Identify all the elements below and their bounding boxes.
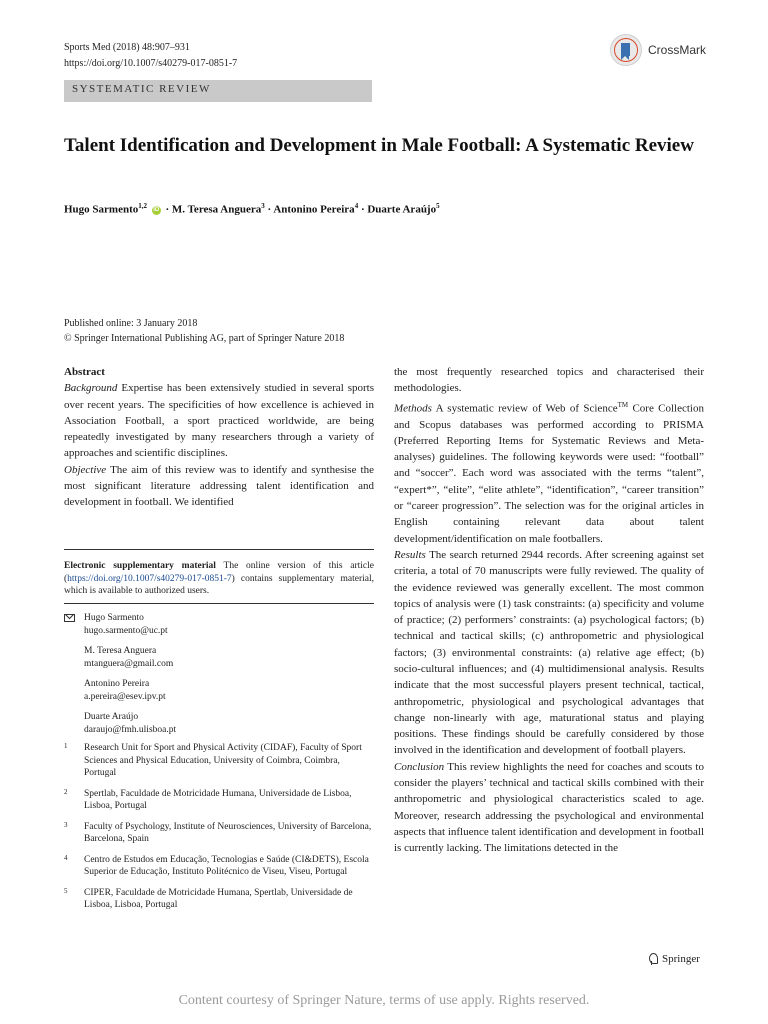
contacts-divider [64, 603, 374, 604]
affiliation-number: 4 [64, 853, 68, 862]
abstract-left-column [64, 364, 374, 511]
contact-name: Antonino Pereira [84, 679, 150, 689]
results-label: Results [394, 548, 426, 561]
affiliation-number: 2 [64, 787, 68, 796]
affiliation-number: 1 [64, 742, 68, 750]
affiliation-text: Centro de Estudos em Educação, Tecnologias e Saúde (CI&DETS), Escola Superior de Educação, Instituto Politécnico de Viseu, Viseu, Portugal [84, 854, 369, 877]
trademark-sup: TM [617, 400, 629, 409]
publisher-logo [648, 953, 700, 965]
publication-info [64, 316, 344, 346]
author-separator: · [358, 203, 368, 216]
objective-label: Objective [64, 463, 107, 476]
abstract-heading: Abstract [64, 366, 105, 378]
doi-line[interactable]: https://doi.org/10.1007/s40279-017-0851-7 [64, 58, 238, 69]
article-title: Talent Identification and Development in Male Football: A Systematic Review [64, 135, 694, 156]
courtesy-footer: Content courtesy of Springer Nature, terms of use apply. Rights reserved. [178, 993, 590, 1008]
crossmark-label: CrossMark [648, 43, 707, 57]
contact-email[interactable]: a.pereira@esev.ipv.pt [84, 691, 166, 702]
contact-name: Duarte Araújo [84, 712, 139, 722]
author-affil-sup: 3 [261, 202, 265, 210]
springer-horse-icon [648, 953, 658, 965]
background-text: Expertise has been extensively studied in several sports over recent years. The specificities of how excellence is achieved in Association Football, a sport practiced worldwide, are being repeatedly investigated by many researchers through a variety of approaches and scientific disciplines. [64, 382, 375, 460]
affiliation-text: Faculty of Psychology, Institute of Neurosciences, University of Barcelona, Barcelona, Spain [84, 821, 372, 844]
affiliation-number: 5 [64, 886, 68, 895]
section-banner [64, 80, 372, 102]
contact-item [64, 678, 374, 703]
objective-continued: the most frequently researched topics and characterised their methodologies. [394, 366, 704, 395]
abstract-methods [394, 397, 704, 547]
contact-list [64, 612, 374, 744]
methods-text-a: A systematic review of Web of Science [435, 402, 618, 415]
affiliation-text: CIPER, Faculdade de Motricidade Humana, Spertlab, Universidade de Lisboa, Lisboa, Portugal [84, 887, 353, 910]
crossmark-badge[interactable] [610, 32, 720, 68]
abstract-conclusion [394, 759, 704, 857]
abstract-background [64, 380, 374, 461]
footnote-divider [64, 549, 374, 550]
esm-link[interactable]: https://doi.org/10.1007/s40279-017-0851-7 [67, 573, 232, 584]
objective-text: The aim of this review was to identify and synthesise the most significant literature addressing talent identification and development in football. We identified [64, 463, 374, 509]
journal-citation [64, 40, 237, 72]
affiliation-item [64, 742, 374, 780]
contact-email[interactable]: mtanguera@gmail.com [84, 658, 174, 669]
author-name[interactable]: Antonino Pereira [273, 203, 355, 216]
author-name[interactable]: Hugo Sarmento [64, 203, 139, 216]
contact-item [64, 612, 374, 637]
journal-line: Sports Med (2018) 48:907–931 [64, 42, 190, 53]
section-label: SYSTEMATIC REVIEW [72, 83, 211, 95]
contact-email[interactable]: daraujo@fmh.ulisboa.pt [84, 724, 177, 735]
affiliation-text: Research Unit for Sport and Physical Activity (CIDAF), Faculty of Sport Sciences and Physical Education, University of Coimbra, Coimbra, Portugal [84, 743, 362, 778]
methods-label: Methods [394, 402, 432, 415]
envelope-icon [64, 614, 75, 622]
copyright-line: © Springer International Publishing AG, part of Springer Nature 2018 [64, 333, 345, 344]
author-name[interactable]: M. Teresa Anguera [171, 203, 262, 216]
orcid-icon[interactable]: iD [153, 206, 160, 213]
publisher-name: Springer [662, 953, 700, 965]
abstract-objective [64, 462, 374, 511]
contact-name: M. Teresa Anguera [84, 646, 157, 656]
affiliation-text: Spertlab, Faculdade de Motricidade Humana, Universidade de Lisboa, Lisboa, Portugal [84, 788, 352, 811]
esm-text-b: ) contains supplementary material, which is available to authorized users. [64, 573, 374, 596]
affiliation-item [64, 788, 374, 813]
affiliation-number: 3 [64, 820, 68, 829]
crossmark-icon [610, 34, 642, 66]
affiliation-item [64, 887, 374, 912]
methods-text-b: Core Collection and Scopus databases was performed according to PRISMA (Preferred Reporting Items for Systematic Reviews and Meta-analyses) guidelines. The following keywords were used: “football” and “soccer”. Each word was associated with the terms “talent”, “expert*”, “elite”, “elite athlete”, “identification”, “career transition” or “career progression”. The selection was for the original articles in English containing relevant data about talent development/identification on male footballers. [394, 402, 704, 545]
abstract-results [394, 547, 704, 759]
conclusion-label: Conclusion [394, 760, 445, 773]
author-separator: · [162, 203, 172, 216]
affiliation-list [64, 742, 374, 920]
contact-email[interactable]: hugo.sarmento@uc.pt [84, 625, 168, 636]
esm-label: Electronic supplementary material [64, 561, 216, 571]
affiliation-item [64, 821, 374, 846]
abstract-right-column [394, 364, 704, 857]
author-affil-sup: 4 [354, 202, 359, 210]
contact-name: Hugo Sarmento [84, 613, 144, 623]
author-name[interactable]: Duarte Araújo [367, 203, 437, 216]
results-text: The search returned 2944 records. After screening against set criteria, a total of 70 manuscripts were fully reviewed. The quality of the evidence reviewed was generally excellent. The most common topics of analysis were (1) task constraints: (a) specificity and volume of practice; (2) performers’ constraints: (a) psychological factors; (b) technical and tactical skills; (c) anthropometric and physiological factors; (3) environmental constraints: (a) relative age effect; (b) socio-cultural influences; and (4) multidimensional analysis. Results indicate that the most successful players present technical, tactical, anthropometric, physiological and psychological advantages that change non-linearly with age, maturational status and playing positions. These findings should be carefully considered by those involved in the identification and development of football players. [394, 548, 704, 757]
author-list [64, 202, 440, 216]
affiliation-item [64, 854, 374, 879]
author-affil-sup: 1,2 [138, 202, 147, 210]
supplementary-note [64, 560, 374, 598]
contact-item [64, 711, 374, 736]
background-label: Background [64, 382, 118, 395]
contact-item [64, 645, 374, 670]
author-separator: · [264, 203, 274, 216]
conclusion-text: This review highlights the need for coaches and scouts to consider the players’ technical and tactical skills combined with their anthropometric and physiological characteristics scaled to age. Moreover, research addressing the psychological and environmental aspects that influence talent identification and development in football is currently lacking. The limitations detected in the [394, 760, 704, 855]
esm-text-a: The online version of this article ( [64, 561, 374, 584]
published-date: Published online: 3 January 2018 [64, 318, 198, 329]
author-affil-sup: 5 [436, 202, 440, 210]
